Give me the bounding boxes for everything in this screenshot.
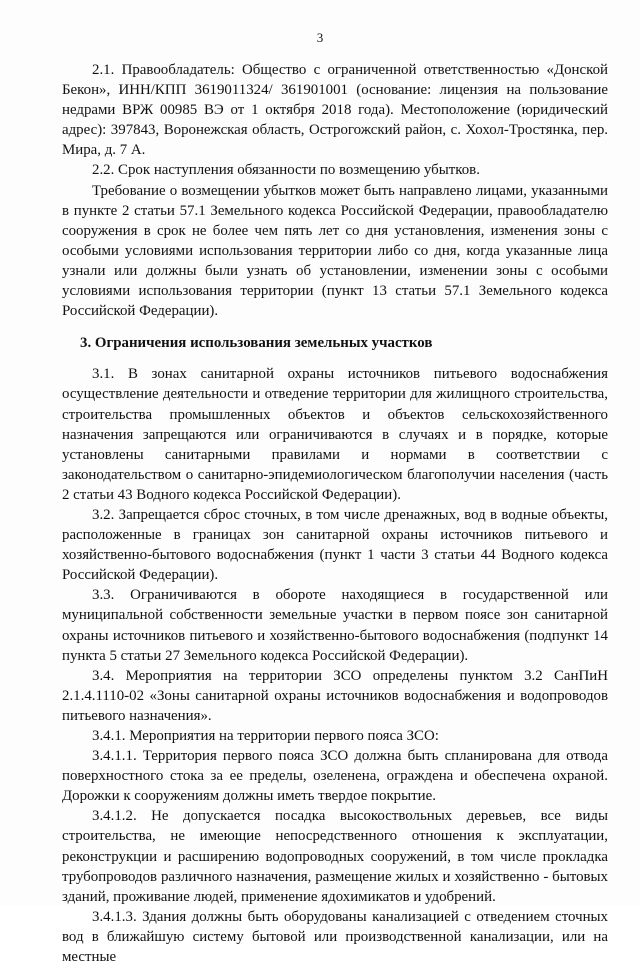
paragraph-3-4-1-1: 3.4.1.1. Территория первого пояса ЗСО должна быть спланирована для отвода поверхностного стока за ее пределы, озеленена, ограждена и обеспечена охраной. Дорожки к сооружениям должны иметь твердое покрытие. [62, 748, 608, 805]
page-number: 3 [316, 30, 324, 45]
paragraph-3-4-1-3: 3.4.1.3. Здания должны быть оборудованы канализацией с отведением сточных вод в ближайшую систему бытовой или производственной канализации, или на местные [62, 908, 608, 966]
paragraph-3-2: 3.2. Запрещается сброс сточных, в том числе дренажных, вод в водные объекты, расположенные в границах зон санитарной охраны источников питьевого и хозяйственно-бытового водоснабжения (пункт 1 части 3 статьи 44 Водного кодекса Российской Федерации). [62, 506, 608, 584]
paragraph-3-1: 3.1. В зонах санитарной охраны источников питьевого водоснабжения осуществление деятельности и отведение территории для жилищного строительства, строительства промышленных объектов и объектов сельскохозяйственного назначения запрещаются или ограничиваются в случаях и в порядке, которые установлены санитарными правилами и нормами в соответствии с законодательством о санитарно-эпидемиологическом благополучии населения (часть 2 статьи 43 Водного кодекса Российской Федерации). [62, 366, 608, 503]
paragraph-3-3: 3.3. Ограничиваются в обороте находящиеся в государственной или муниципальной собственности земельные участки в первом поясе зон санитарной охраны источников питьевого и хозяйственно-бытового водоснабжения (подпункт 14 пункта 5 статьи 27 Земельного кодекса Российской Федерации). [62, 587, 608, 664]
section-3-heading: 3. Ограничения использования земельных участков [80, 335, 433, 352]
paragraph-2-1: 2.1. Правообладатель: Общество с ограниченной ответственностью «Донской Бекон», ИНН/КПП 3619011324/ 361901001 (основание: лицензия на пользование недрами ВРЖ 00985 ВЭ от 1 октября 2018 года). Местоположение (юридический адрес): 397843, Воронежская область, Острогожский район, с. Хохол-Тростянка, пер. Мира, д. 7 А. [62, 62, 608, 159]
paragraph-3-4: 3.4. Мероприятия на территории ЗСО определены пунктом 3.2 СанПиН 2.1.4.1110-02 «Зоны санитарной охраны источников водоснабжения и водопроводов питьевого назначения». [62, 667, 608, 724]
paragraph-2-2: 2.2. Срок наступления обязанности по возмещению убытков. [92, 162, 480, 179]
paragraph-3-4-1-2: 3.4.1.2. Не допускается посадка высокоствольных деревьев, все виды строительства, не имеющие непосредственного отношения к эксплуатации, реконструкции и расширению водопроводных сооружений, в том числе прокладка трубопроводов различного назначения, размещение жилых и хозяйственно - бытовых зданий, проживание людей, применение ядохимикатов и удобрений. [62, 808, 608, 905]
document-body [62, 60, 608, 967]
paragraph-claim-requirement: Требование о возмещении убытков может быть направлено лицами, указанными в пункте 2 статьи 57.1 Земельного кодекса Российской Федерации, правообладателю сооружения в срок не более чем пять лет со дня установления, изменения зоны с особыми условиями использования территории либо со дня, когда указанные лица узнали или должны были узнать об установлении, изменении зоны с особыми условиями использования территории (пункт 13 статьи 57.1 Земельного кодекса Российской Федерации). [62, 182, 608, 320]
paragraph-3-4-1: 3.4.1. Мероприятия на территории первого пояса ЗСО: [92, 728, 439, 744]
